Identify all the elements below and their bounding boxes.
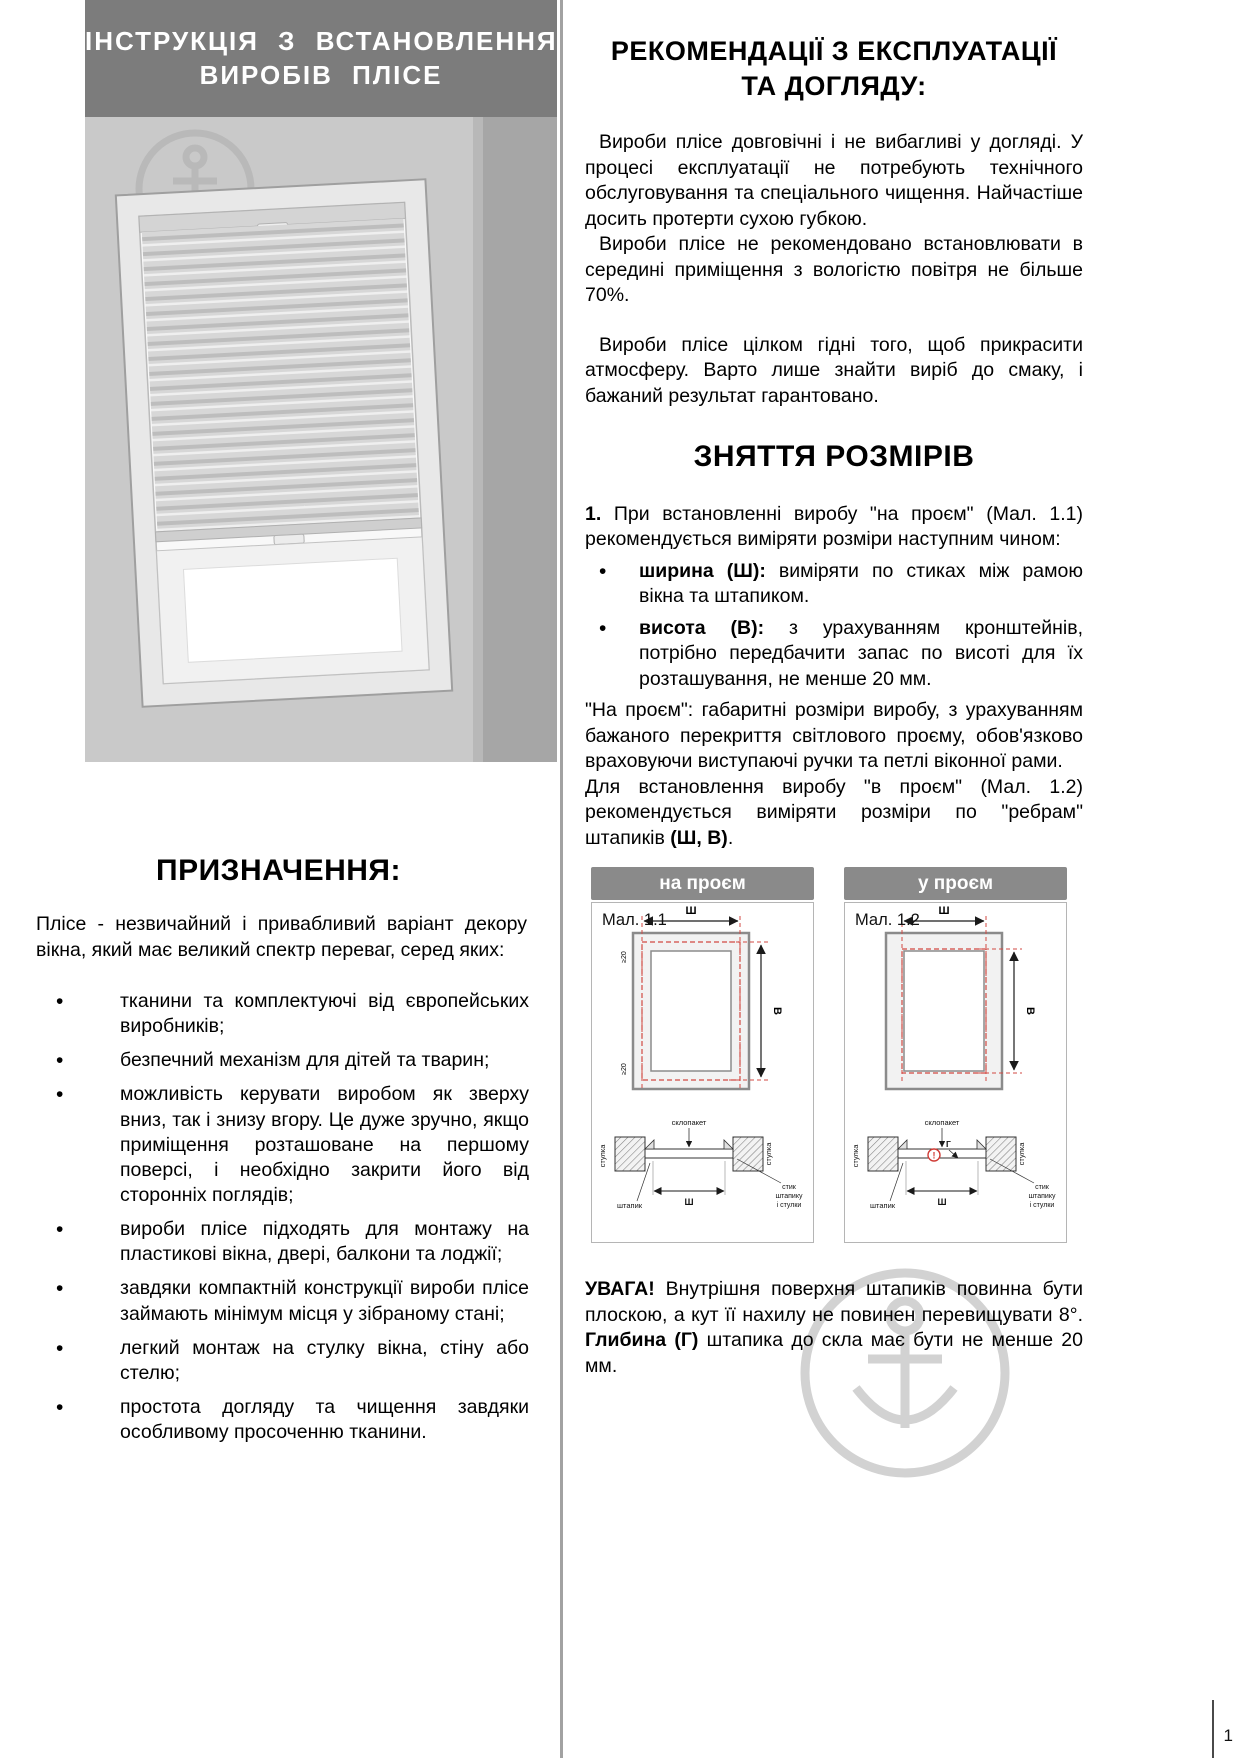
figure-panel-in-opening	[844, 867, 1067, 1243]
measuring-title: ЗНЯТТЯ РОЗМІРІВ	[693, 439, 975, 473]
height-label: В	[1023, 1007, 1036, 1016]
sash-label-left: стулка	[850, 1144, 860, 1168]
width-desc: виміряти по стиках між рамою вікна та штапиком.	[639, 559, 1083, 608]
height-desc: з урахуванням кронштейнів, потрібно передбачити запас по висоті для їх розташування, не менше 20 мм.	[639, 616, 1083, 690]
measuring-step-1	[585, 502, 1083, 553]
measure-item-height	[585, 616, 1083, 693]
header-title-line1: ІНСТРУКЦІЯ З ВСТАНОВЛЕННЯ	[85, 26, 558, 57]
step-text: При встановленні виробу "на проєм" (Мал. 1.1) рекомендується виміряти розміри наступним чином:	[585, 502, 1083, 551]
measure-item-width	[585, 559, 1083, 610]
column-divider	[560, 0, 563, 1758]
care-title-line2: ТА ДОГЛЯДУ:	[741, 71, 927, 102]
figure1-body	[591, 902, 814, 1243]
joint-label: стик	[1034, 1184, 1049, 1192]
joint-label: штапику	[1028, 1193, 1055, 1201]
purpose-item: • тканини та комплектуючі від європейських виробників;	[36, 989, 529, 1039]
window-opening	[904, 951, 984, 1071]
figure2-caption: Мал. 1.2	[855, 911, 920, 930]
glass-label: склопакет	[671, 1118, 706, 1128]
cross-section	[851, 1118, 1056, 1210]
sash-label-right: стулка	[1016, 1142, 1026, 1166]
bead-label: штапик	[869, 1201, 895, 1211]
section-width-label: Ш	[683, 1197, 694, 1208]
purpose-list	[36, 989, 529, 1445]
purpose-item: • вироби плісе підходять для монтажу на пластикові вікна, двері, балкони та лоджії;	[36, 1217, 529, 1267]
sash-label-right: стулка	[763, 1142, 773, 1166]
depth-label: Г	[945, 1139, 951, 1150]
care-title	[585, 34, 1083, 104]
figure2-diagram	[846, 903, 1066, 1241]
figure2-body	[844, 902, 1067, 1243]
page-footer	[1212, 1700, 1237, 1758]
left-column	[0, 0, 557, 1454]
height-label: В	[770, 1007, 783, 1016]
width-label: Ш	[684, 905, 697, 918]
care-paragraph-1: Вироби плісе довговічні і не вибагливі у догляді. У процесі експлуатації не потребують технічного обслуговування та спеціального чищення. Найчастіше досить протерти сухою губкою.	[585, 131, 1083, 230]
step-number: 1.	[585, 502, 602, 525]
purpose-item: • завдяки компактній конструкції вироби плісе займають мінімум місця у зібраному стані;	[36, 1276, 529, 1326]
figures-row	[585, 867, 1083, 1243]
care-title-line1: РЕКОМЕНДАЦІЇ З ЕКСПЛУАТАЦІЇ	[610, 36, 1058, 66]
warning-mark: !	[932, 1150, 935, 1161]
figure2-header: у проєм	[844, 867, 1067, 900]
page-number: 1	[1223, 1726, 1233, 1745]
purpose-title: ПРИЗНАЧЕННЯ:	[156, 854, 401, 887]
height-term: висота (В):	[639, 616, 765, 639]
care-paragraph-2: Вироби плісе не рекомендовано встановлювати в середині приміщення з вологістю повітря не більше 70%.	[585, 233, 1083, 307]
cross-section	[598, 1118, 803, 1210]
purpose-item: • простота догляду та чищення завдяки особливому просоченню тканини.	[36, 1395, 529, 1445]
pleated-blind-window	[116, 179, 452, 707]
window-illustration	[85, 117, 557, 762]
joint-label: і стулки	[776, 1202, 801, 1210]
figure1-diagram	[593, 903, 813, 1241]
bead-label: штапик	[616, 1201, 642, 1211]
attention-paragraph: УВАГА! Внутрішня поверхня штапиків повинна бути плоскою, а кут її нахилу не повинен перевищувати 8°. Глибина (Г) штапика до скла має бути не менше 20 мм.	[585, 1278, 1083, 1377]
instruction-header	[85, 0, 557, 117]
on-opening-paragraph: "На проєм": габаритні розміри виробу, з урахуванням бажаного перекриття світлового проєму, обов'язково враховуючи виступаючі ручки та петлі віконної рами.	[585, 699, 1083, 773]
joint-label: і стулки	[1029, 1202, 1054, 1210]
section-width-label: Ш	[936, 1197, 947, 1208]
width-term: ширина (Ш):	[639, 559, 766, 582]
depth-term: Глибина (Г)	[585, 1329, 699, 1352]
purpose-item: • легкий монтаж на стулку вікна, стіну або стелю;	[36, 1336, 529, 1386]
min-overlap-top: ≥20	[620, 951, 628, 964]
right-column	[585, 0, 1083, 1380]
figure1-header: на проєм	[591, 867, 814, 900]
joint-label: штапику	[775, 1193, 802, 1201]
purpose-intro: Плісе - незвичайний і привабливий варіант декору вікна, який має великий спектр переваг, серед яких:	[36, 913, 527, 961]
purpose-item: • можливість керувати виробом як зверху вниз, так і знизу вгору. Це дуже зручно, якщо приміщення розташоване на першому поверсі, і необхідно закрити його від сторонніх поглядів;	[36, 1082, 529, 1208]
sash-label-left: стулка	[597, 1144, 607, 1168]
min-overlap-bottom: ≥20	[620, 1063, 628, 1076]
glass-label: склопакет	[924, 1118, 959, 1128]
width-label: Ш	[937, 905, 950, 918]
care-paragraph-3: Вироби плісе цілком гідні того, щоб прикрасити атмосферу. Варто лише знайти виріб до смаку, і бажаний результат гарантовано.	[585, 333, 1083, 407]
header-title-line2: ВИРОБІВ ПЛІСЕ	[199, 60, 443, 90]
window-opening	[651, 951, 731, 1071]
measure-list	[585, 559, 1083, 693]
figure1-caption: Мал. 1.1	[602, 911, 667, 930]
product-photo	[85, 117, 557, 762]
attention-label: УВАГА!	[585, 1278, 655, 1301]
joint-label: стик	[781, 1184, 796, 1192]
in-opening-paragraph: Для встановлення виробу "в проєм" (Мал. 1.2) рекомендується виміряти розміри по "ребрам" штапиків (Ш, В).	[585, 775, 1083, 849]
purpose-item: • безпечний механізм для дітей та тварин;	[36, 1048, 529, 1073]
figure-panel-on-opening	[591, 867, 814, 1243]
